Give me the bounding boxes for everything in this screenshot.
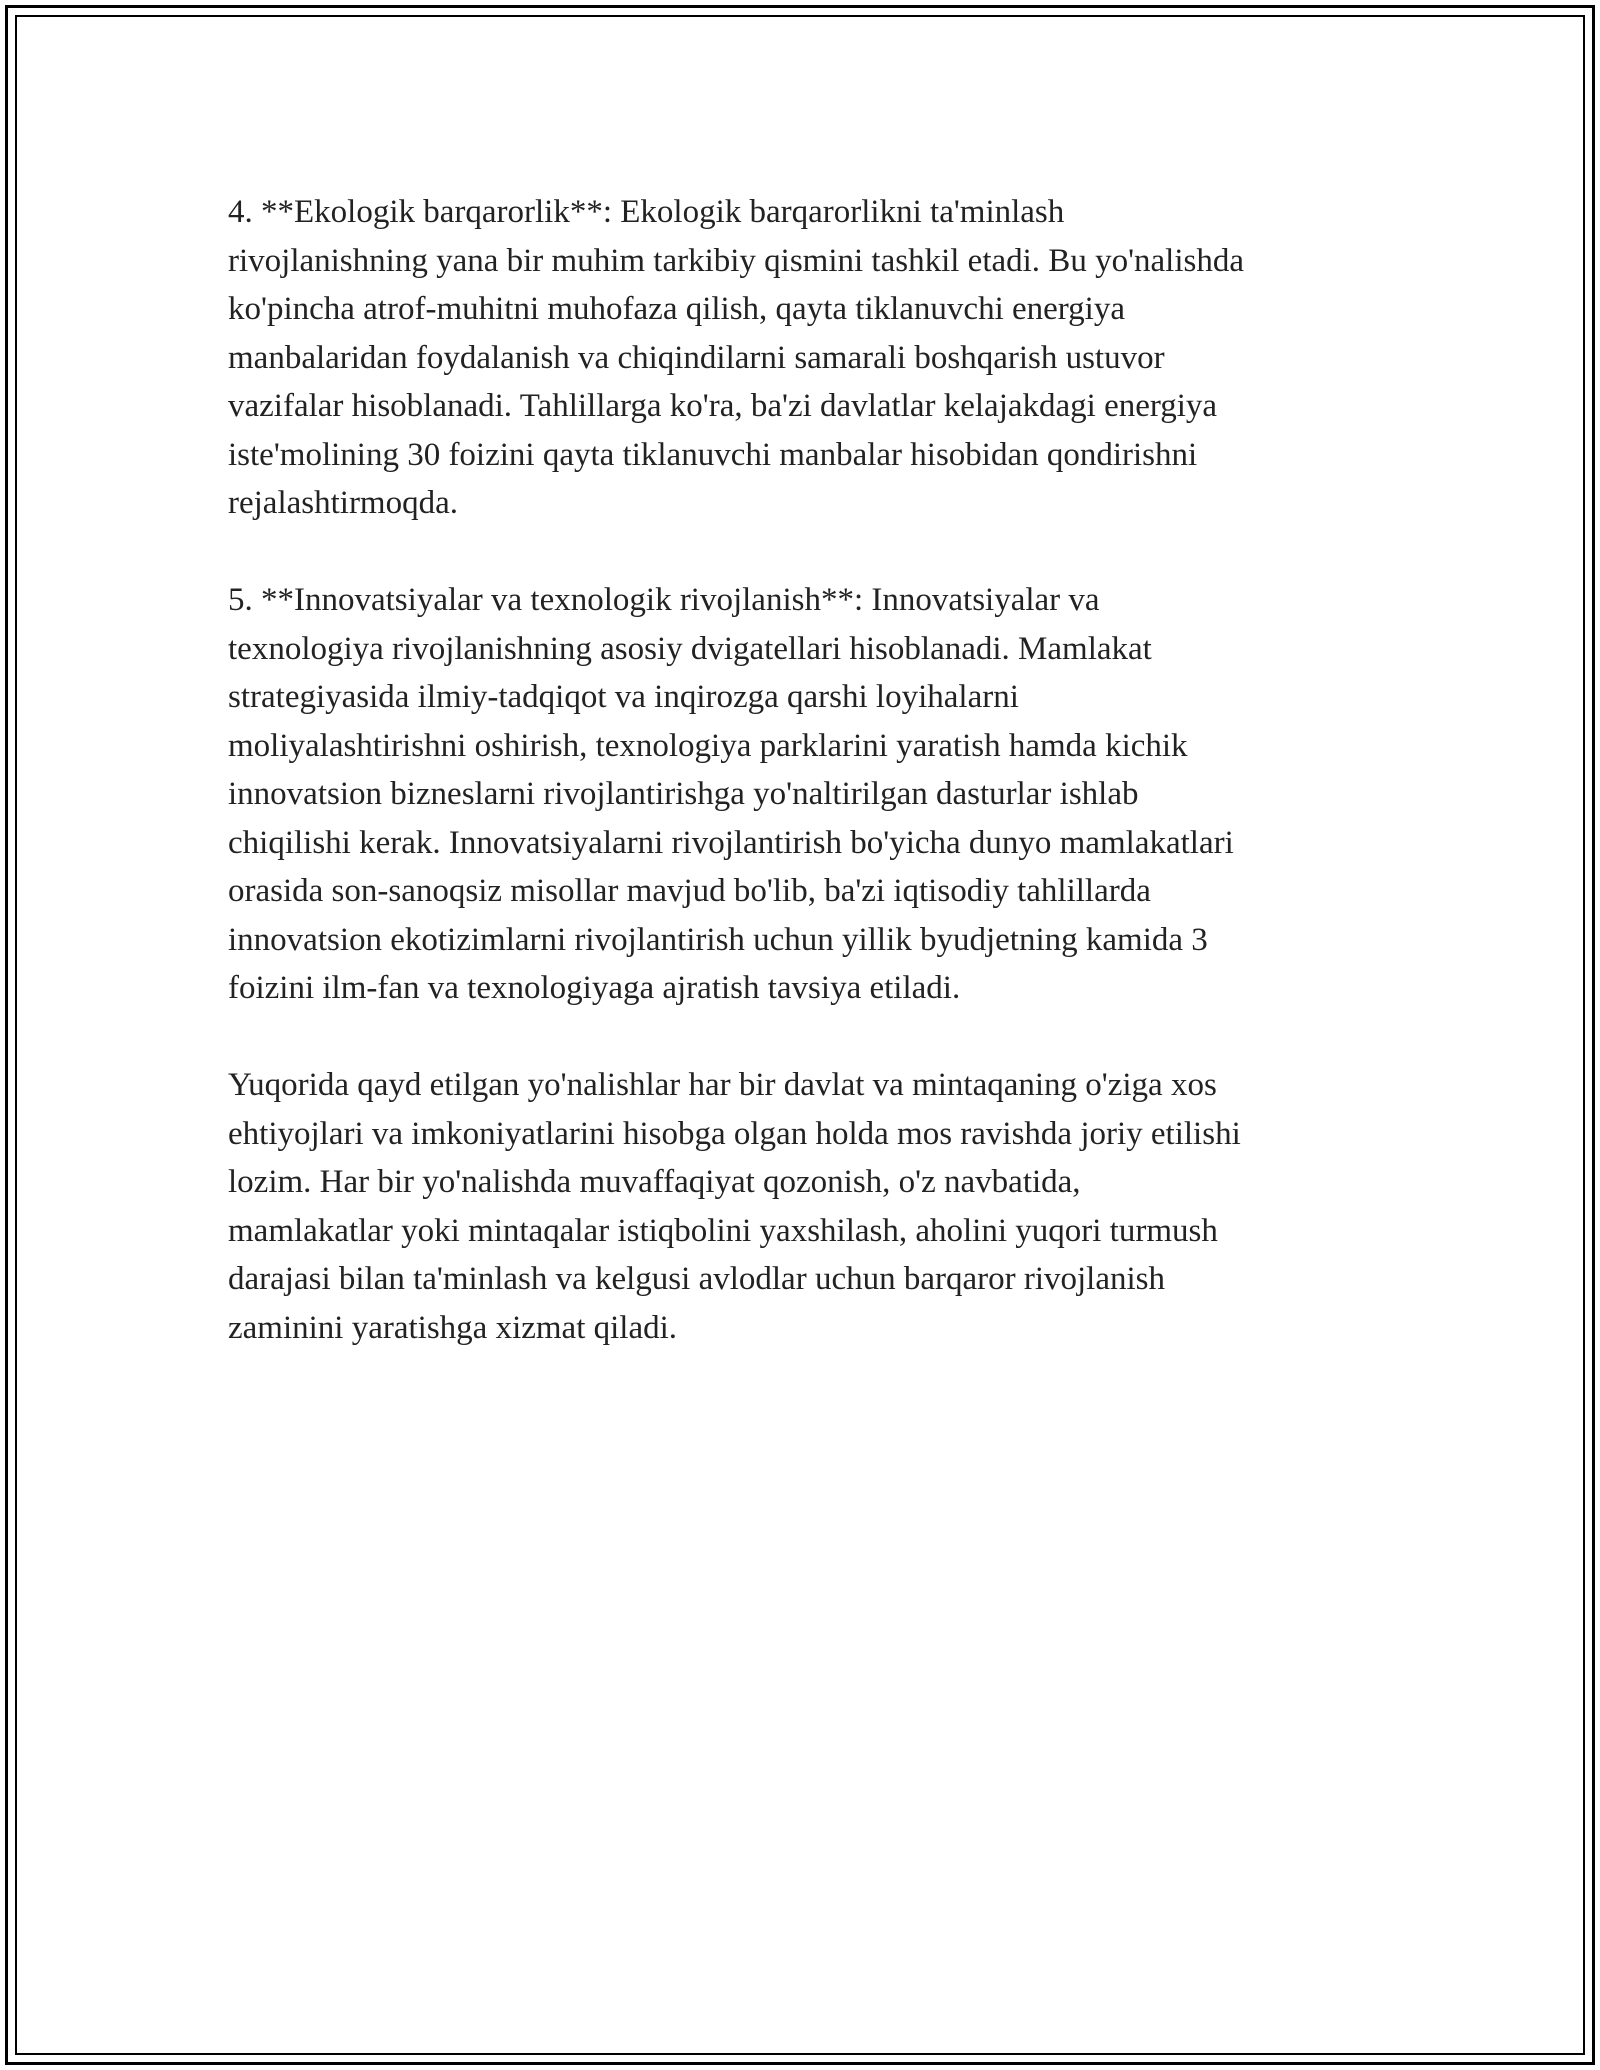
text-line: ko'pincha atrof-muhitni muhofaza qilish, qayta tiklanuvchi energiya [228,291,1125,327]
text-line: iste'molining 30 foizini qayta tiklanuvchi manbalar hisobidan qondirishni [228,436,1198,473]
text-line: strategiyasida ilmiy-tadqiqot va inqirozga qarshi loyihalarni [228,679,1019,715]
paragraph-ecological-sustainability [228,188,1378,528]
text-line: chiqilishi kerak. Innovatsiyalarni rivojlantirish bo'yicha dunyo mamlakatlari [228,824,1234,861]
paragraph-innovation-technology [228,576,1378,1013]
text-line: orasida son-sanoqsiz misollar mavjud bo'lib, ba'zi iqtisodiy tahlillarda [228,873,1151,909]
text-line: 4. **Ekologik barqarorlik**: Ekologik barqarorlikni ta'minlash [228,194,1065,230]
text-line: rivojlanishning yana bir muhim tarkibiy qismini tashkil etadi. Bu yo'nalishda [228,242,1244,279]
text-line: foizini ilm-fan va texnologiyaga ajratish tavsiya etiladi. [228,970,961,1006]
text-line: ehtiyojlari va imkoniyatlarini hisobga olgan holda mos ravishda joriy etilishi [228,1115,1241,1152]
text-line: rejalashtirmoqda. [228,485,459,521]
text-line: Yuqorida qayd etilgan yo'nalishlar har bir davlat va mintaqaning o'ziga xos [228,1067,1217,1103]
text-line: texnologiya rivojlanishning asosiy dvigatellari hisoblanadi. Mamlakat [228,630,1152,667]
text-line: mamlakatlar yoki mintaqalar istiqbolini yaxshilash, aholini yuqori turmush [228,1212,1218,1249]
document-body [228,188,1378,1401]
text-line: vazifalar hisoblanadi. Tahlillarga ko'ra, ba'zi davlatlar kelajakdagi energiya [228,388,1218,424]
paragraph-conclusion [228,1061,1378,1352]
text-line: 5. **Innovatsiyalar va texnologik rivojlanish**: Innovatsiyalar va [228,582,1100,618]
text-line: innovatsion bizneslarni rivojlantirishga yo'naltirilgan dasturlar ishlab [228,776,1139,812]
text-line: manbalaridan foydalanish va chiqindilarni samarali boshqarish ustuvor [228,339,1165,376]
text-line: lozim. Har bir yo'nalishda muvaffaqiyat qozonish, o'z navbatida, [228,1164,1081,1200]
text-line: innovatsion ekotizimlarni rivojlantirish uchun yillik byudjetning kamida 3 [228,921,1208,958]
text-line: moliyalashtirishni oshirish, texnologiya parklarini yaratish hamda kichik [228,727,1188,764]
text-line: zaminini yaratishga xizmat qiladi. [228,1309,678,1346]
text-line: darajasi bilan ta'minlash va kelgusi avlodlar uchun barqaror rivojlanish [228,1261,1166,1297]
